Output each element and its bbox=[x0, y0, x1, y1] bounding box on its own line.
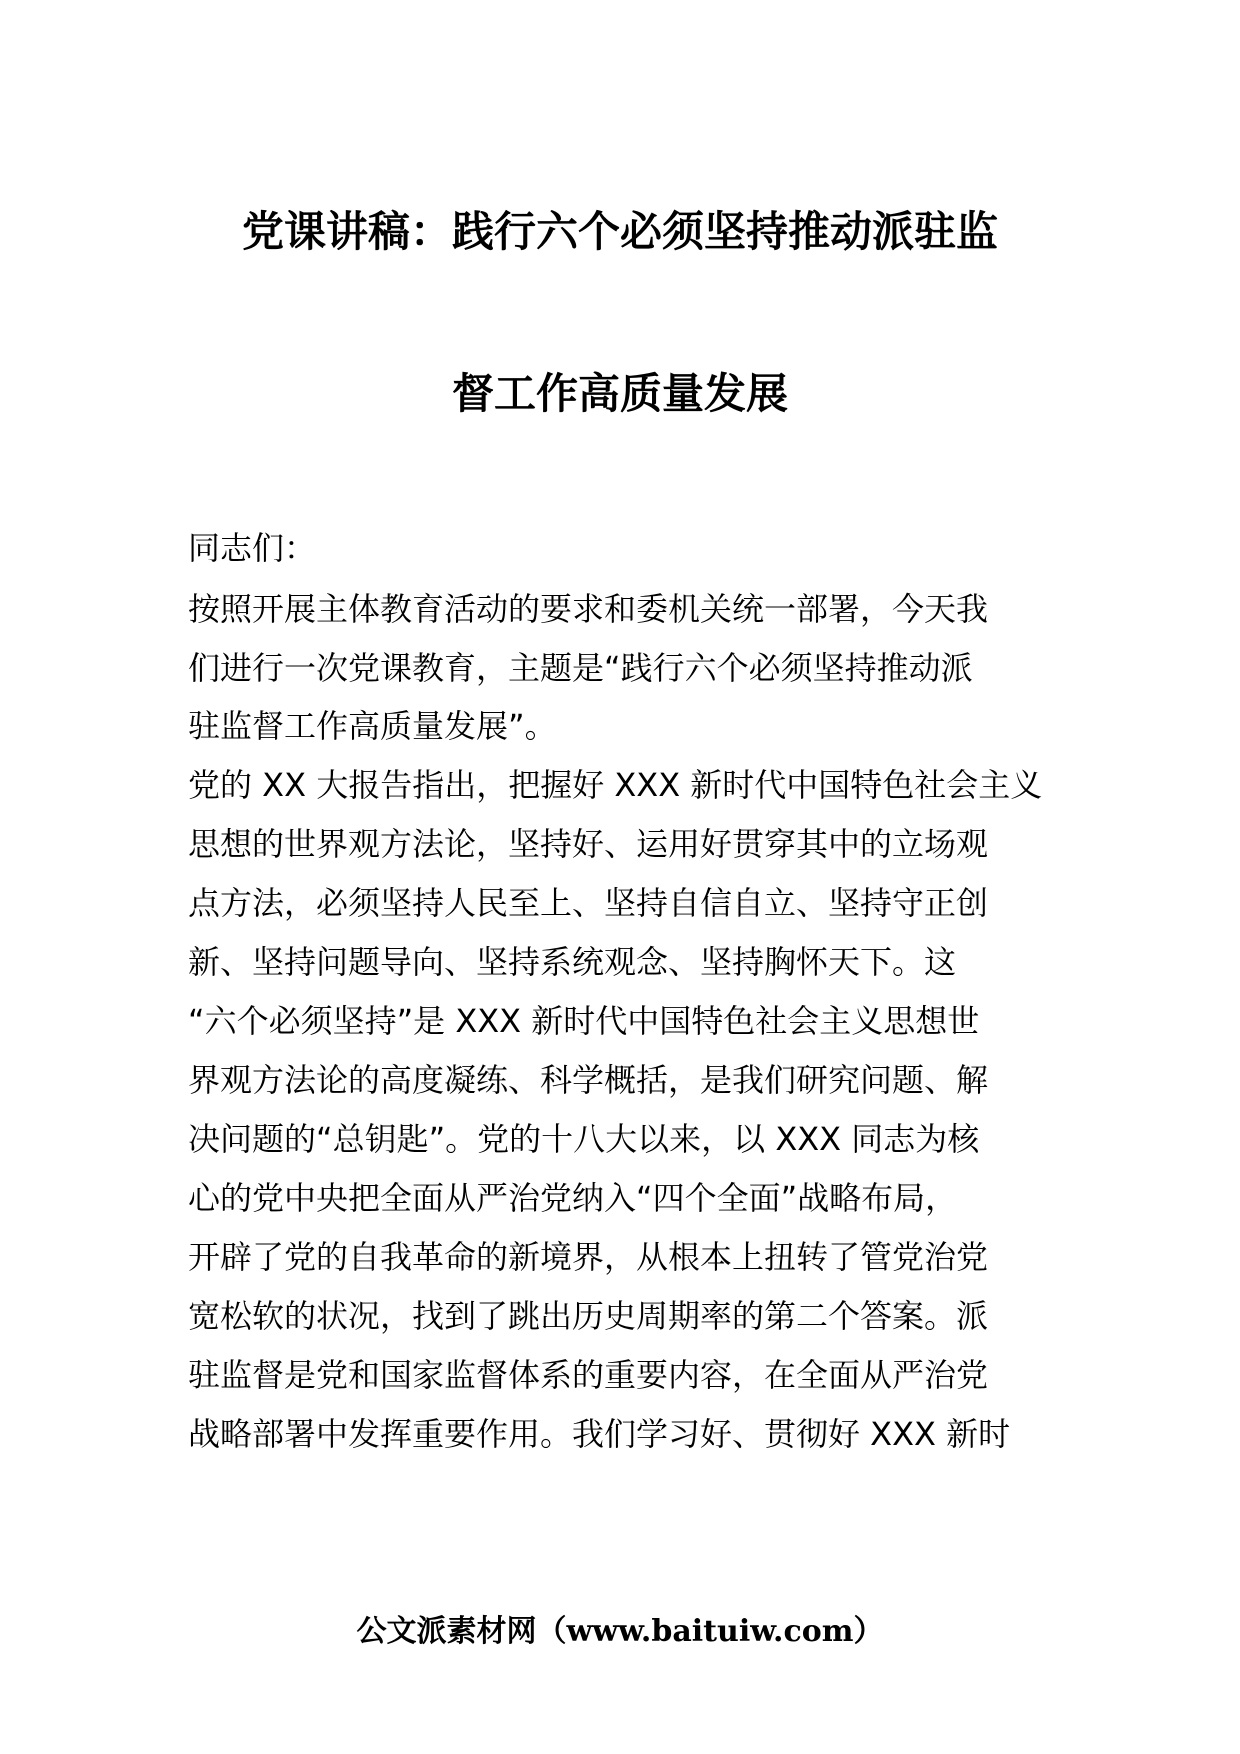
body-line: 按照开展主体教育活动的要求和委机关统一部署，今天我 bbox=[188, 590, 989, 628]
body-line: 点方法，必须坚持人民至上、坚持自信自立、坚持守正创 bbox=[188, 884, 989, 922]
body-line: “六个必须坚持”是 XXX 新时代中国特色社会主义思想世 bbox=[188, 1002, 980, 1040]
body-line: 驻监督是党和国家监督体系的重要内容，在全面从严治党 bbox=[188, 1356, 989, 1394]
body-line: 党的 XX 大报告指出，把握好 XXX 新时代中国特色社会主义 bbox=[188, 766, 1043, 804]
body-line: 心的党中央把全面从严治党纳入“四个全面”战略布局， bbox=[188, 1179, 958, 1217]
document-title-line-1: 党课讲稿：践行六个必须坚持推动派驻监 bbox=[241, 207, 998, 256]
body-line: 思想的世界观方法论，坚持好、运用好贯穿其中的立场观 bbox=[188, 825, 989, 863]
body-line: 们进行一次党课教育，主题是“践行六个必须坚持推动派 bbox=[188, 649, 973, 687]
greeting-line: 同志们： bbox=[188, 529, 317, 567]
footer-watermark-text: 公文派素材网（www.baituiw.com） bbox=[356, 1614, 884, 1649]
body-line: 新、坚持问题导向、坚持系统观念、坚持胸怀天下。这 bbox=[188, 943, 957, 981]
body-line: 驻监督工作高质量发展”。 bbox=[188, 707, 557, 745]
body-line: 决问题的“总钥匙”。党的十八大以来，以 XXX 同志为核 bbox=[188, 1120, 980, 1158]
body-line: 宽松软的状况，找到了跳出历史周期率的第二个答案。派 bbox=[188, 1297, 989, 1335]
document-title-line-2: 督工作高质量发展 bbox=[451, 369, 788, 418]
body-line: 界观方法论的高度凝练、科学概括，是我们研究问题、解 bbox=[188, 1061, 989, 1099]
body-line: 开辟了党的自我革命的新境界，从根本上扭转了管党治党 bbox=[188, 1238, 989, 1276]
body-line: 战略部署中发挥重要作用。我们学习好、贯彻好 XXX 新时 bbox=[188, 1415, 1011, 1453]
